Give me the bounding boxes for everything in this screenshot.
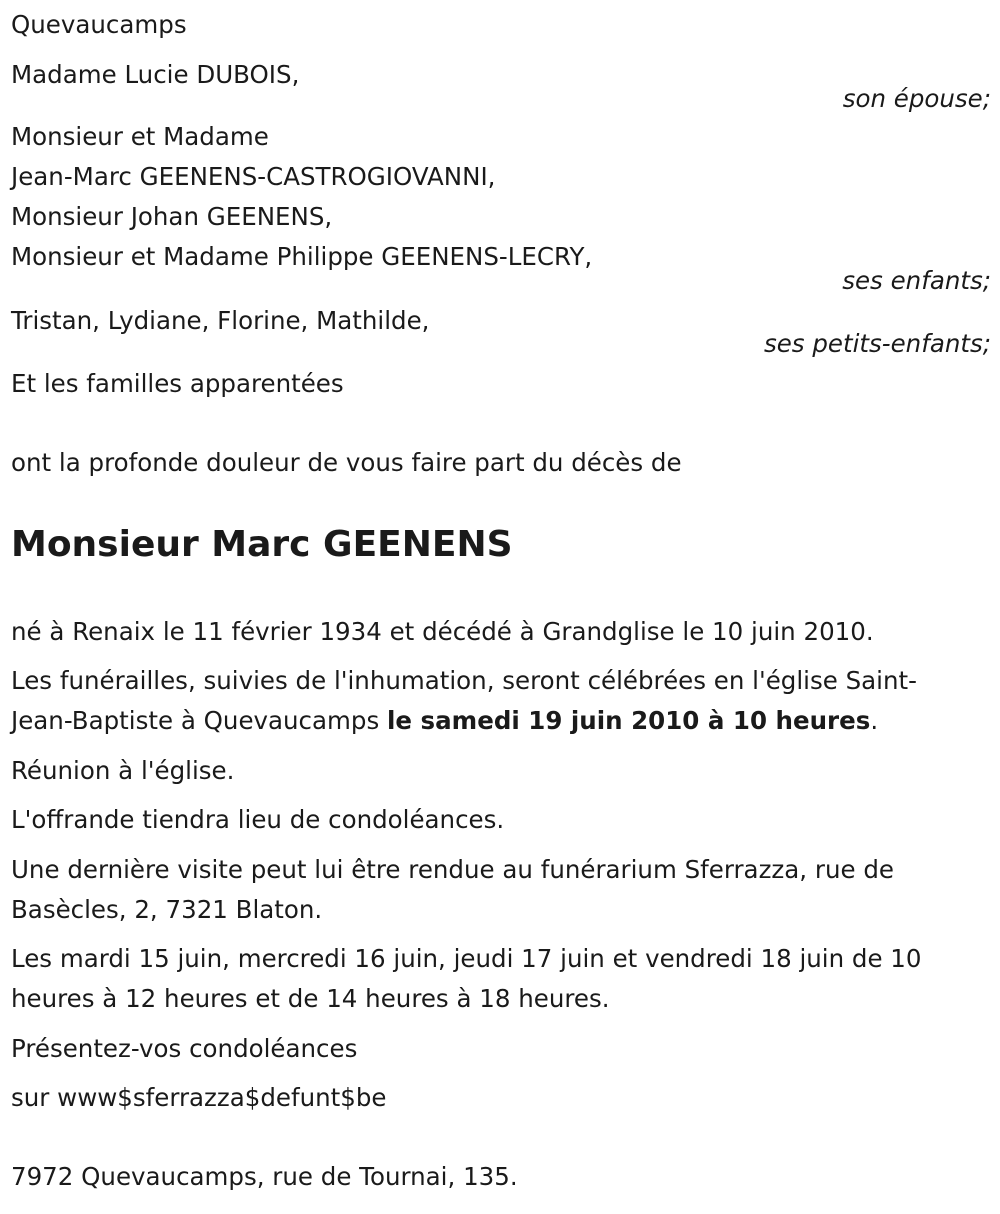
locality-heading: Quevaucamps xyxy=(11,10,187,39)
funeral-line-1: Les funérailles, suivies de l'inhumation, seront célébrées en l'église Saint- xyxy=(11,666,917,695)
funeral-line-2 xyxy=(11,701,878,741)
funeral-line-end: . xyxy=(870,706,879,735)
grandchildren-names: Tristan, Lydiane, Florine, Mathilde, xyxy=(11,306,430,335)
child-line-2: Jean-Marc GEENENS-CASTROGIOVANNI, xyxy=(11,162,496,191)
visit-line-2: Basècles, 2, 7321 Blaton. xyxy=(11,895,323,924)
condolences-line-1: Présentez-vos condoléances xyxy=(11,1034,358,1063)
relatives-line: Et les familles apparentées xyxy=(11,369,344,398)
child-line-4: Monsieur et Madame Philippe GEENENS-LECRY, xyxy=(11,242,593,271)
meeting-line: Réunion à l'église. xyxy=(11,756,235,785)
spouse-name: Madame Lucie DUBOIS, xyxy=(11,60,300,89)
deceased-name: Monsieur Marc GEENENS xyxy=(11,524,513,565)
funeral-location-text: Jean-Baptiste à Quevaucamps xyxy=(11,706,388,735)
children-role: ses enfants; xyxy=(842,266,991,295)
child-line-3: Monsieur Johan GEENENS, xyxy=(11,202,333,231)
spouse-role: son épouse; xyxy=(842,84,991,113)
condolences-line-2: sur www$sferrazza$defunt$be xyxy=(11,1083,387,1112)
visit-hours-line-2: heures à 12 heures et de 14 heures à 18 heures. xyxy=(11,984,610,1013)
birth-death-line: né à Renaix le 11 février 1934 et décédé à Grandglise le 10 juin 2010. xyxy=(11,617,874,646)
address-line: 7972 Quevaucamps, rue de Tournai, 135. xyxy=(11,1162,518,1191)
child-line-1: Monsieur et Madame xyxy=(11,122,269,151)
announcement-line: ont la profonde douleur de vous faire part du décès de xyxy=(11,448,682,477)
funeral-date-bold: le samedi 19 juin 2010 à 10 heures xyxy=(387,706,871,735)
visit-hours-line-1: Les mardi 15 juin, mercredi 16 juin, jeudi 17 juin et vendredi 18 juin de 10 xyxy=(11,944,922,973)
visit-line-1: Une dernière visite peut lui être rendue au funérarium Sferrazza, rue de xyxy=(11,855,894,884)
grandchildren-role: ses petits-enfants; xyxy=(763,329,991,358)
offering-line: L'offrande tiendra lieu de condoléances. xyxy=(11,805,505,834)
